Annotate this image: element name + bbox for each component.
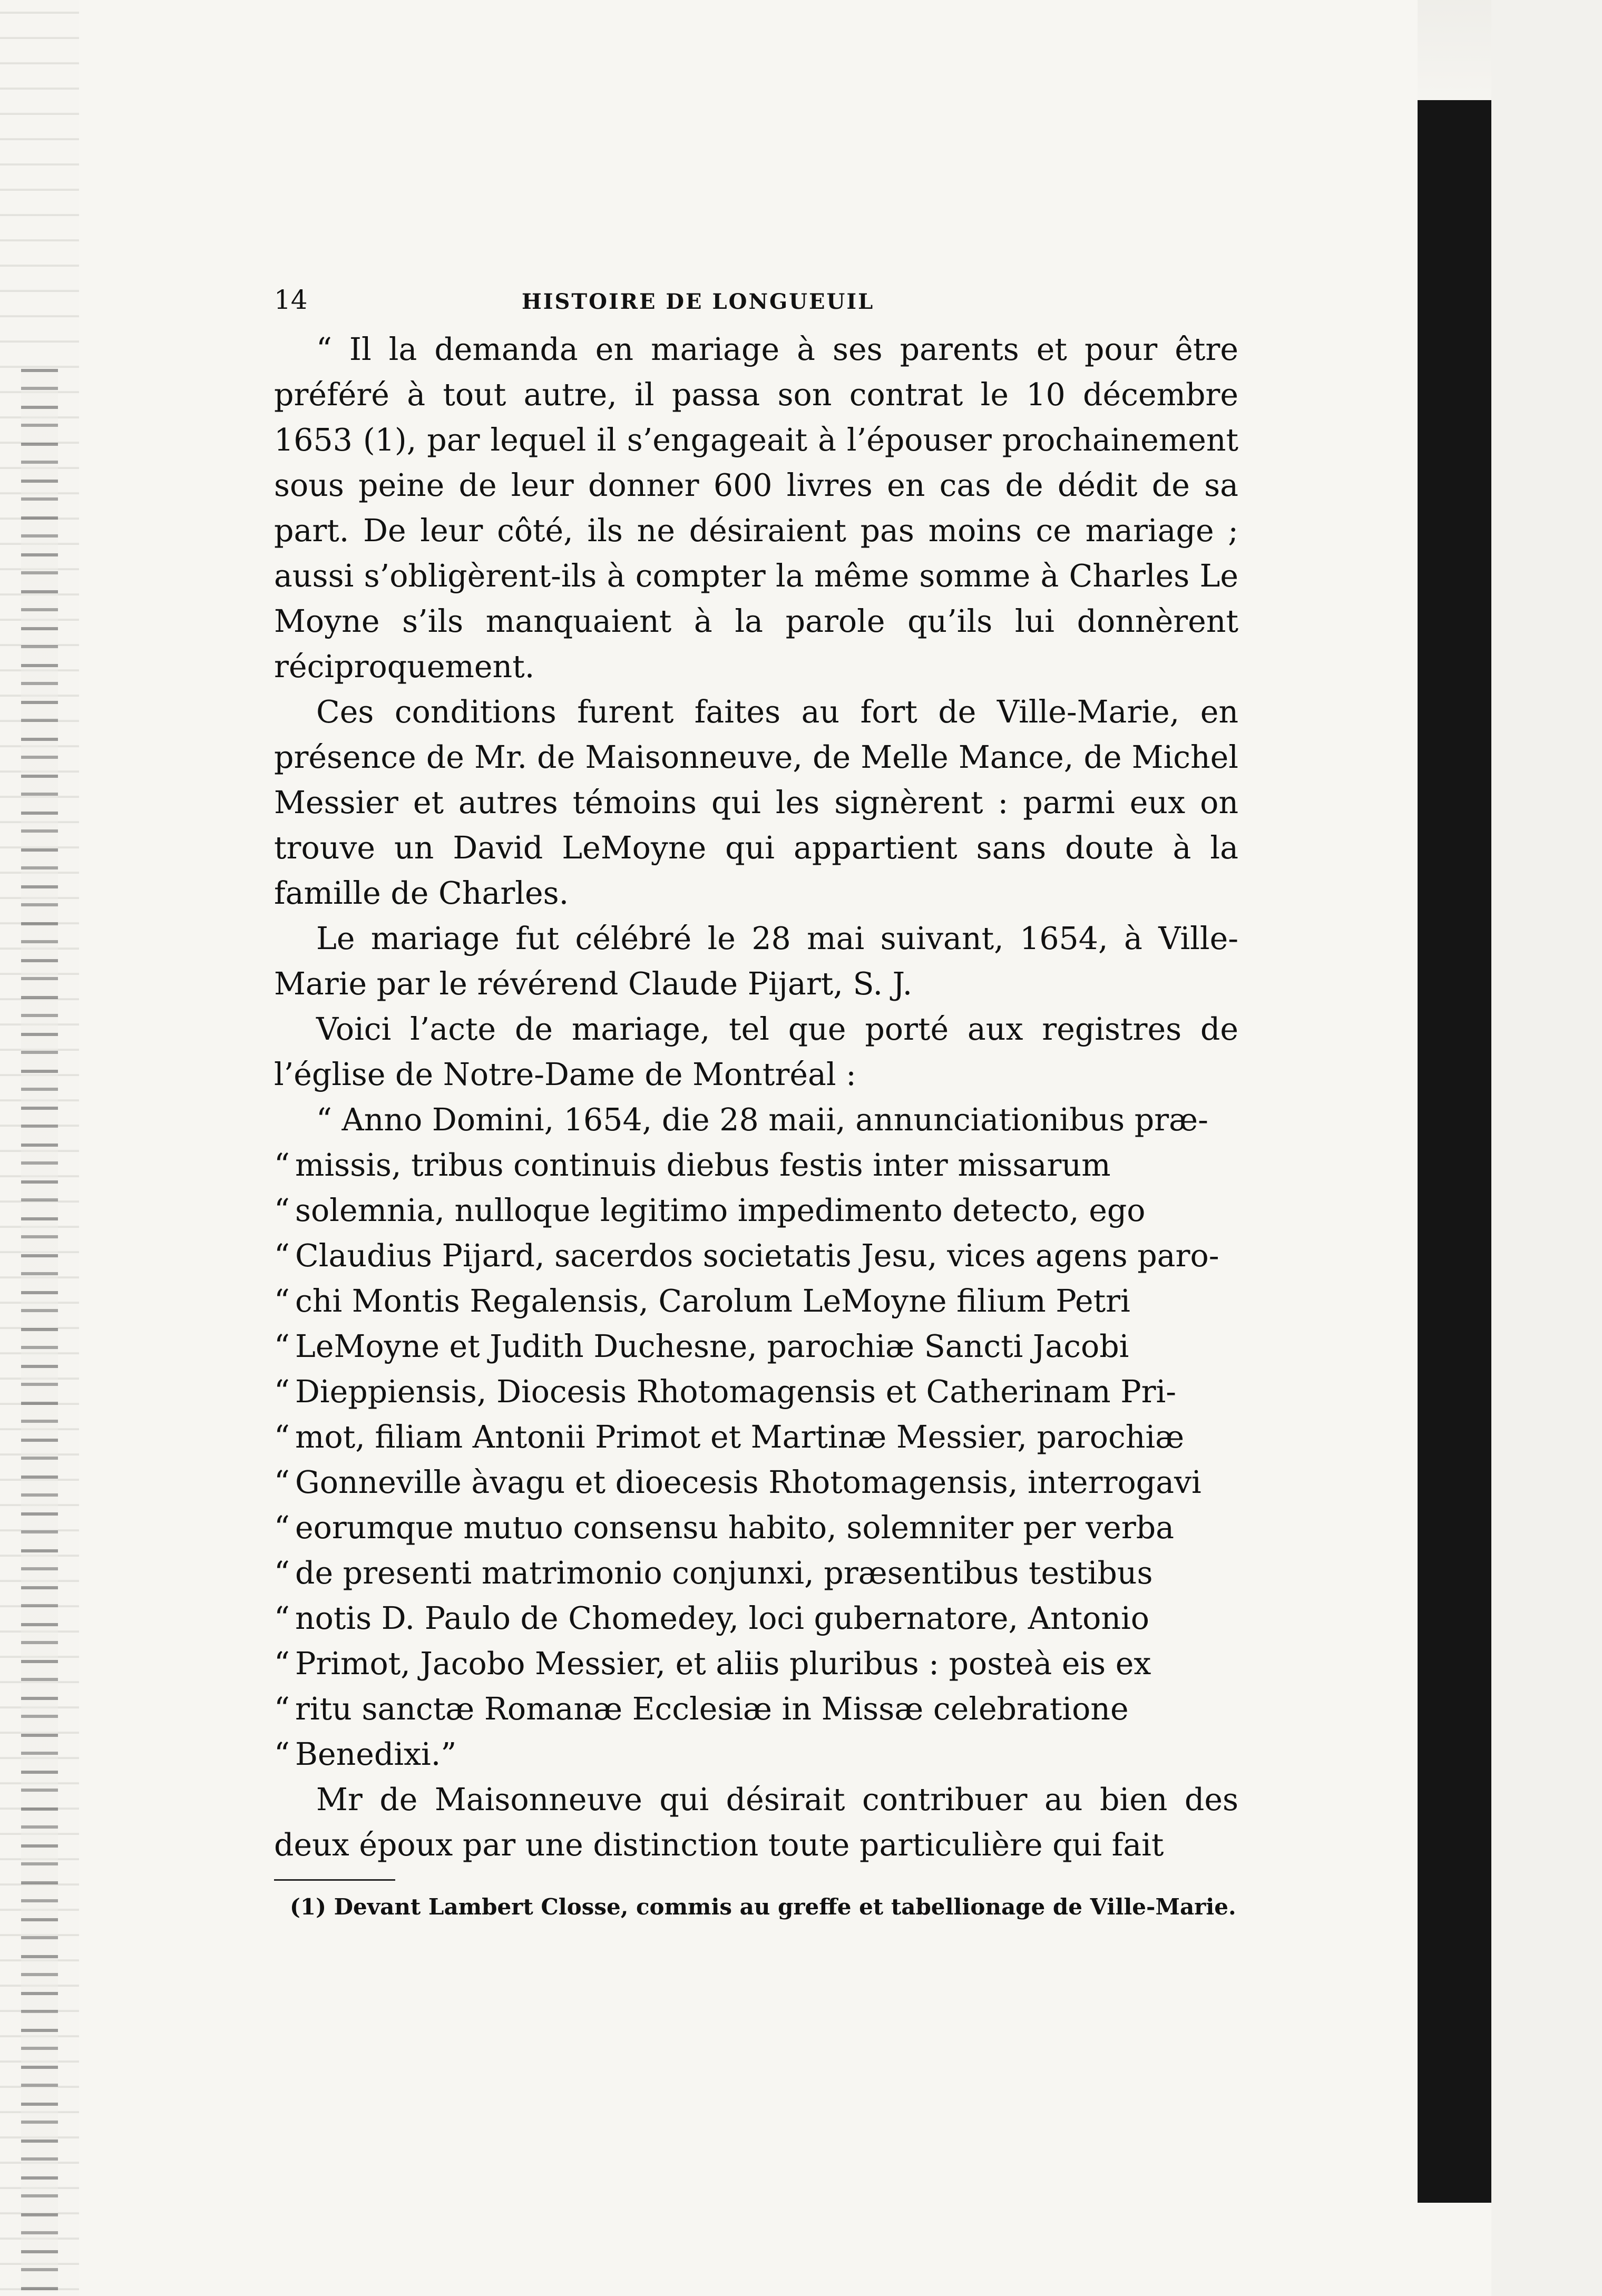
quote-mark: “ xyxy=(274,1238,290,1274)
latin-quote-line xyxy=(274,1550,1238,1596)
latin-quote-line xyxy=(274,1188,1238,1233)
latin-quote-text: Claudius Pijard, sacerdos societatis Jesu, vices agens paro- xyxy=(295,1238,1219,1274)
quote-mark: “ xyxy=(274,1147,290,1183)
latin-quote-line xyxy=(274,1596,1238,1641)
latin-quote-line xyxy=(274,1505,1238,1550)
latin-quote-text: de presenti matrimonio conjunxi, præsentibus testibus xyxy=(295,1555,1153,1591)
footnote-rule xyxy=(274,1879,395,1881)
page-header xyxy=(274,285,1238,327)
quote-mark: “ xyxy=(274,1691,290,1727)
scan-binding-strip xyxy=(21,369,58,2292)
closing-paragraph: Mr de Maisonneuve qui désirait contribuer au bien des deux époux par une distinction toute particulière qui fait xyxy=(274,1782,1238,1863)
latin-quote-text: mot, filiam Antonii Primot et Martinæ Messier, parochiæ xyxy=(295,1419,1185,1455)
latin-quote-line xyxy=(274,1142,1238,1188)
latin-quote-line xyxy=(274,1414,1238,1460)
latin-quote-line xyxy=(274,1324,1238,1369)
quote-mark: “ xyxy=(274,1283,290,1319)
running-title: HISTOIRE DE LONGUEUIL xyxy=(522,289,875,314)
page-number: 14 xyxy=(274,285,308,315)
latin-quote-text: Benedixi.” xyxy=(295,1736,457,1772)
latin-quote-line xyxy=(274,1460,1238,1505)
latin-quote-text: Dieppiensis, Diocesis Rhotomagensis et Catherinam Pri- xyxy=(295,1374,1177,1410)
latin-quote-text: missis, tribus continuis diebus festis inter missarum xyxy=(295,1147,1111,1183)
latin-quote-text: solemnia, nulloque legitimo impedimento detecto, ego xyxy=(295,1193,1146,1228)
latin-quote-text: Gonneville àvagu et dioecesis Rhotomagensis, interrogavi xyxy=(295,1464,1201,1500)
scan-right-shadow-bar xyxy=(1418,100,1491,2203)
body-text xyxy=(274,327,1238,1868)
latin-quote-line xyxy=(274,1732,1238,1777)
paragraph-4: Voici l’acte de mariage, tel que porté aux registres de l’église de Notre-Dame de Montréal : xyxy=(274,1011,1238,1092)
quote-mark: “ xyxy=(274,1736,290,1772)
footnote: (1) Devant Lambert Closse, commis au greffe et tabellionage de Ville-Marie. xyxy=(290,1894,1236,1920)
quote-mark: “ xyxy=(274,1419,290,1455)
quote-mark: “ xyxy=(274,1328,290,1364)
latin-quote-text: chi Montis Regalensis, Carolum LeMoyne filium Petri xyxy=(295,1283,1130,1319)
quote-mark: “ xyxy=(274,1600,290,1636)
latin-quote-line xyxy=(274,1686,1238,1732)
book-page xyxy=(274,285,1238,1922)
paragraph-2: Ces conditions furent faites au fort de Ville-Marie, en présence de Mr. de Maisonneuve, de Melle Mance, de Michel Messier et autres témoins qui les signèrent : parmi eux on trouve un David LeMoyne qui appartient sans doute à la famille de Charles. xyxy=(274,694,1238,911)
quote-mark: “ xyxy=(274,1646,290,1682)
latin-quote-line xyxy=(274,1641,1238,1686)
quote-mark: “ xyxy=(274,1555,290,1591)
latin-quote-line xyxy=(274,1233,1238,1278)
latin-quote-text: LeMoyne et Judith Duchesne, parochiæ Sancti Jacobi xyxy=(295,1328,1129,1364)
quote-mark: “ xyxy=(274,1193,290,1228)
quote-mark: “ xyxy=(274,1464,290,1500)
quote-mark: “ xyxy=(274,1510,290,1546)
latin-quote-text: Primot, Jacobo Messier, et aliis pluribus : posteà eis ex xyxy=(295,1646,1151,1682)
latin-quote-text: notis D. Paulo de Chomedey, loci gubernatore, Antonio xyxy=(295,1600,1149,1636)
latin-quote-text: ritu sanctæ Romanæ Ecclesiæ in Missæ celebratione xyxy=(295,1691,1129,1727)
quote-mark: “ xyxy=(274,1374,290,1410)
paragraph-1: “ Il la demanda en mariage à ses parents et pour être préféré à tout autre, il passa son contrat le 10 décembre 1653 (1), par lequel il s’engageait à l’épouser prochainement sous peine de leur donner 600 livres en cas de dédit de sa part. De leur côté, ils ne désiraient pas moins ce mariage ; aussi s’obligèrent-ils à compter la même somme à Charles Le Moyne s’ils manquaient à la parole qu’ils lui donnèrent réciproquement. xyxy=(274,331,1238,685)
latin-quote-text: eorumque mutuo consensu habito, solemniter per verba xyxy=(295,1510,1175,1546)
latin-quote-first-line: “ Anno Domini, 1654, die 28 maii, annunciationibus præ- xyxy=(316,1102,1208,1138)
latin-quote-line xyxy=(274,1278,1238,1324)
scan-right-margin xyxy=(1491,0,1602,2296)
paragraph-3: Le mariage fut célébré le 28 mai suivant, 1654, à Ville-Marie par le révérend Claude Pijart, S. J. xyxy=(274,921,1238,1002)
latin-quote-line xyxy=(274,1369,1238,1414)
